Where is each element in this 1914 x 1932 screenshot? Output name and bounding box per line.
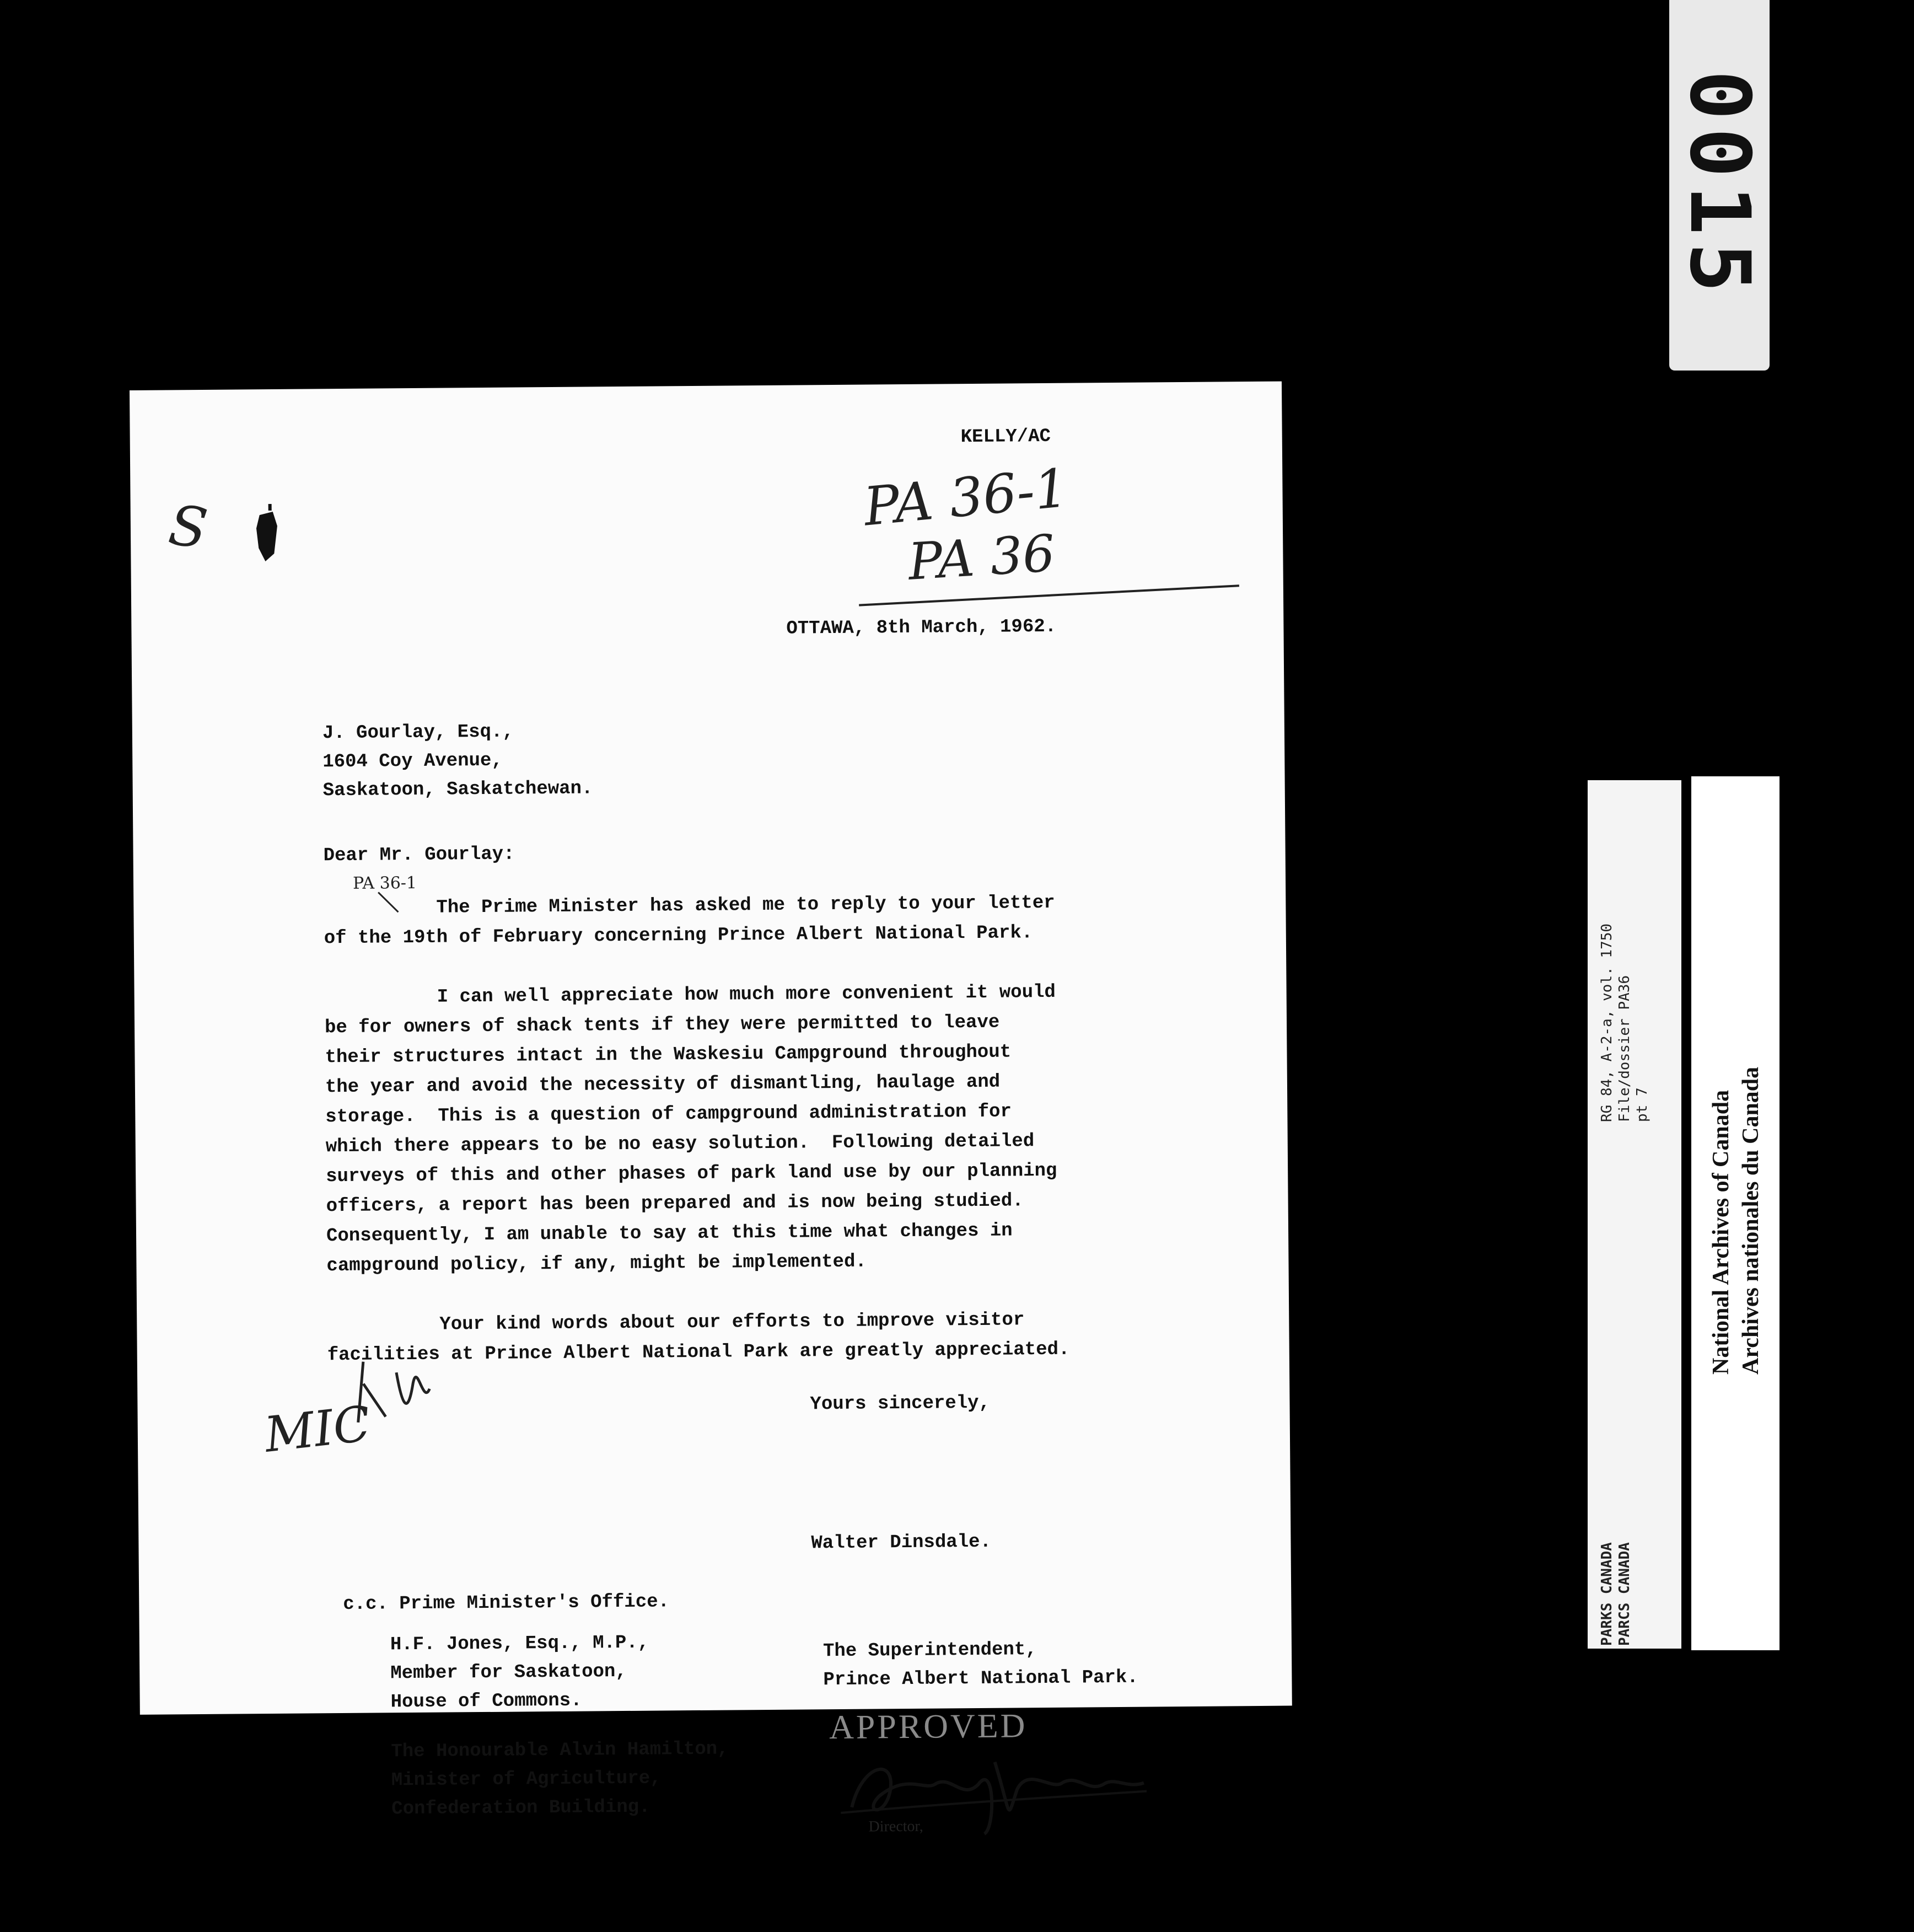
file-mark-secondary: PA 36	[906, 523, 1057, 592]
margin-initial: S	[165, 492, 211, 562]
body-line: officers, a report has been prepared and is now being studied.	[326, 1190, 1024, 1217]
archive-name-english: National Archives of Canada	[1708, 1090, 1734, 1375]
frame-number-label	[1669, 0, 1770, 371]
reference-initials: KELLY/AC	[960, 426, 1051, 448]
address-line: 1604 Coy Avenue,	[322, 750, 503, 773]
archive-reference-line: RG 84, A-2-a, vol. 1750	[1599, 923, 1615, 1122]
cc-line: Member for Saskatoon,	[390, 1661, 627, 1684]
handwritten-scribble	[352, 1350, 436, 1428]
body-line: campground policy, if any, might be implemented.	[326, 1251, 867, 1277]
handwritten-initials: MIC	[261, 1394, 374, 1463]
archive-name-french: Archives nationales du Canada	[1738, 1066, 1764, 1375]
archive-reference-line: pt 7	[1634, 1087, 1650, 1122]
margin-file-reference: PA 36-1	[352, 873, 417, 893]
letter-page	[130, 382, 1292, 1836]
cc-line: Prince Albert National Park.	[823, 1667, 1138, 1691]
file-mark-primary: PA 36-1	[861, 457, 1071, 538]
body-line: their structures intact in the Waskesiu Campground throughout	[325, 1042, 1012, 1069]
file-mark-underline	[859, 580, 1245, 616]
cc-line: The Honourable Alvin Hamilton,	[391, 1738, 729, 1763]
address-line: J. Gourlay, Esq.,	[322, 721, 514, 744]
body-line: be for owners of shack tents if they were permitted to leave	[324, 1012, 1000, 1039]
body-line: Your kind words about our efforts to improve visitor	[327, 1310, 1025, 1337]
complimentary-close: Yours sincerely,	[810, 1392, 991, 1415]
archive-reference-line: File/dossier PA36	[1616, 975, 1633, 1122]
body-line: I can well appreciate how much more convenient it would	[324, 981, 1056, 1009]
body-line: the year and avoid the necessity of dismantling, haulage and	[325, 1071, 1001, 1098]
cc-line: The Superintendent,	[822, 1639, 1037, 1662]
signer-name: Walter Dinsdale.	[811, 1531, 992, 1554]
cc-line: H.F. Jones, Esq., M.P.,	[390, 1632, 649, 1656]
body-line: Consequently, I am unable to say at this time what changes in	[326, 1220, 1013, 1247]
cc-heading: c.c. Prime Minister's Office.	[343, 1591, 670, 1616]
agency-name: PARKS CANADA	[1599, 1542, 1615, 1646]
salutation: Dear Mr. Gourlay:	[323, 844, 515, 867]
body-line: of the 19th of February concerning Prince Albert National Park.	[324, 922, 1033, 949]
body-line: which there appears to be no easy solution. Following detailed	[325, 1131, 1035, 1158]
address-line: Saskatoon, Saskatchewan.	[322, 778, 593, 802]
cc-line: House of Commons.	[390, 1690, 582, 1713]
body-line: facilities at Prince Albert National Park are greatly appreciated.	[327, 1339, 1070, 1366]
body-line: storage. This is a question of campground administration for	[325, 1101, 1012, 1128]
archive-name-label	[1691, 776, 1779, 1650]
body-line: surveys of this and other phases of park land use by our planning	[326, 1160, 1057, 1188]
frame-number: 0015	[1671, 70, 1767, 300]
agency-name: PARCS CANADA	[1616, 1542, 1633, 1646]
archive-reference-label	[1588, 780, 1681, 1649]
body-line: The Prime Minister has asked me to reply to your letter	[324, 892, 1055, 920]
stamp-caption: Director,	[868, 1817, 923, 1836]
approved-stamp: APPROVED	[829, 1707, 1028, 1747]
punch-mark	[254, 504, 282, 565]
dateline: OTTAWA, 8th March, 1962.	[786, 616, 1057, 640]
cc-line: Confederation Building.	[391, 1796, 650, 1820]
cc-line: Minister of Agriculture,	[391, 1768, 662, 1791]
